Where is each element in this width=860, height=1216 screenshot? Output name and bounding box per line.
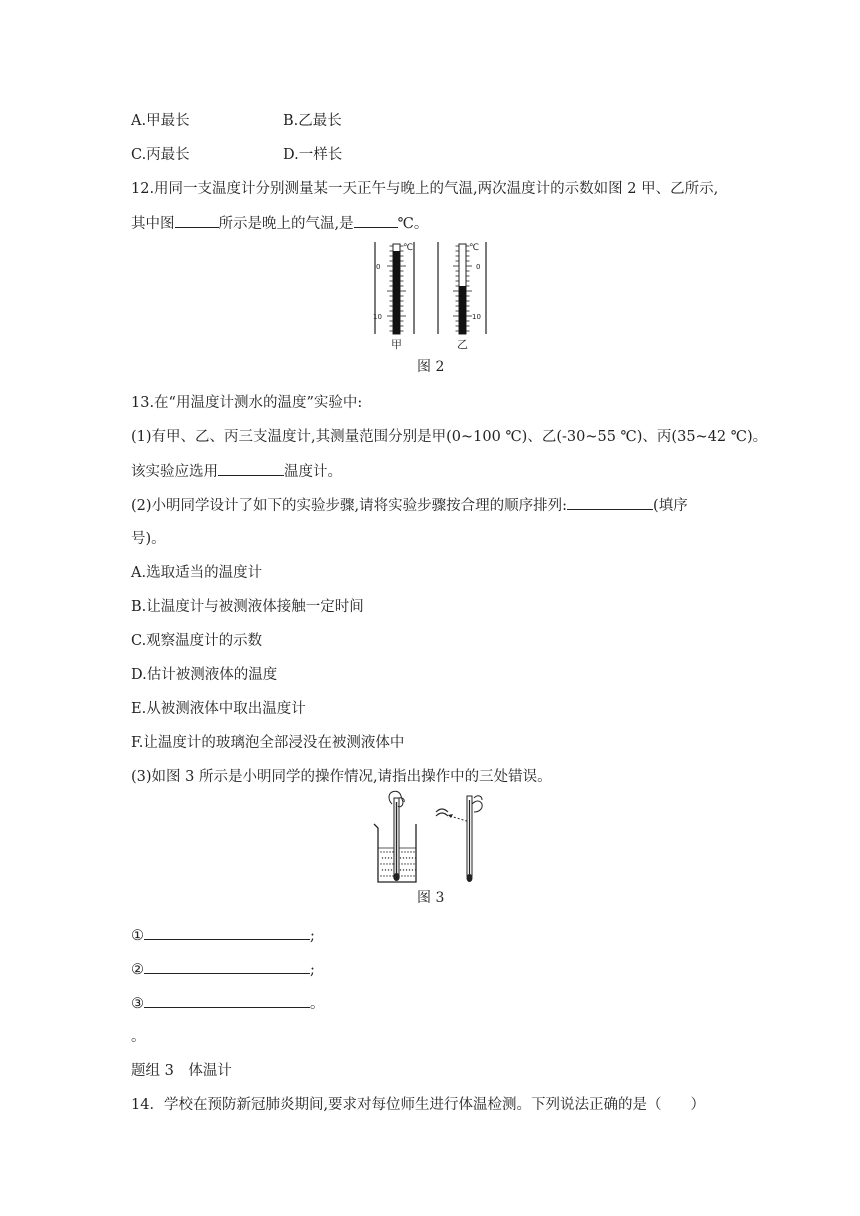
answer-num-2: ② (131, 962, 144, 978)
liquid-dot (389, 875, 390, 876)
q13-p2-line2: 号)。 (131, 531, 166, 547)
liquid-dot (385, 869, 386, 870)
liquid-dot (407, 875, 408, 876)
q12-text-a: 其中图 (131, 216, 175, 232)
liquid-dot (385, 857, 386, 858)
q13-blank-thermometer[interactable] (218, 461, 284, 476)
step-d: D.估计被测液体的温度 (131, 667, 278, 683)
figure-3-caption: 图 3 (417, 890, 445, 906)
thermometer-held-icon (467, 796, 483, 882)
liquid-dot (401, 851, 402, 852)
liquid-dot (410, 863, 411, 864)
thermometer-yi (438, 242, 486, 351)
liquid-dot (400, 869, 401, 870)
liquid-dot (388, 869, 389, 870)
liquid-dot (389, 863, 390, 864)
liquid-dot (392, 863, 393, 864)
liquid-dot (410, 851, 411, 852)
q13-p2-text-b: (填序 (653, 498, 688, 514)
step-f: F.让温度计的玻璃泡全部浸没在被测液体中 (131, 735, 405, 751)
q13-p2-line1 (131, 495, 688, 516)
answer-line-1 (131, 925, 315, 946)
answer-num-3: ③ (131, 996, 144, 1012)
liquid-dot (404, 875, 405, 876)
q12-text-b: 所示是晚上的气温,是 (218, 216, 354, 232)
liquid-dot (413, 863, 414, 864)
q13-p1-line2 (131, 461, 342, 482)
q13-title: 13.在“用温度计测水的温度”实验中: (131, 395, 363, 411)
liquid-dot (407, 863, 408, 864)
q13-p1-text-a: 该实验应选用 (131, 464, 218, 480)
liquid-dot (380, 863, 381, 864)
answer-end-3: 。 (310, 996, 325, 1012)
jia-label: 甲 (391, 338, 402, 351)
answer-line-2 (131, 959, 315, 980)
step-c: C.观察温度计的示数 (131, 633, 263, 649)
liquid-dot (401, 875, 402, 876)
yi-tick-0: 0 (476, 263, 481, 271)
liquid-dot (413, 875, 414, 876)
liquid-dot (400, 857, 401, 858)
liquid-dot (410, 875, 411, 876)
q13-p1-text-b: 温度计。 (284, 464, 342, 480)
group-3-heading: 题组 3 体温计 (131, 1063, 232, 1079)
liquid-dot (391, 869, 392, 870)
liquid-dot (382, 857, 383, 858)
stray-period: 。 (131, 1029, 146, 1045)
liquid-dot (409, 869, 410, 870)
answer-blank-3[interactable] (144, 993, 310, 1008)
figure-3-illustration (370, 790, 496, 886)
thermometer-jia (373, 242, 414, 351)
q13-p3: (3)如图 3 所示是小明同学的操作情况,请指出操作中的三处错误。 (131, 769, 552, 785)
liquid-dot (383, 875, 384, 876)
liquid-dot (407, 851, 408, 852)
liquid-dot (388, 857, 389, 858)
liquid-dot (412, 869, 413, 870)
q13-p2-text-a: (2)小明同学设计了如下的实验步骤,请将实验步骤按合理的顺序排列: (131, 498, 568, 514)
jia-tick-0: 0 (376, 263, 381, 271)
option-d: D.一样长 (283, 147, 343, 163)
option-c: C.丙最长 (131, 147, 190, 163)
jia-unit: ℃ (403, 243, 414, 253)
liquid-dot (401, 863, 402, 864)
q12-line1: 12.用同一支温度计分别测量某一天正午与晚上的气温,两次温度计的示数如图 2 甲、乙所示, (131, 181, 719, 197)
liquid-dot (415, 869, 416, 870)
liquid-dot (404, 863, 405, 864)
eye-sightline-arrow (436, 809, 470, 822)
yi-tick-10: 10 (472, 313, 481, 321)
q13-blank-order[interactable] (567, 495, 653, 510)
answer-line-3 (131, 993, 325, 1014)
step-e: E.从被测液体中取出温度计 (131, 701, 306, 717)
figure-2-thermometers (366, 238, 496, 354)
liquid-dot (415, 857, 416, 858)
liquid-dot (403, 857, 404, 858)
q12-line2 (131, 213, 428, 234)
answer-blank-2[interactable] (144, 959, 310, 974)
liquid-dot (383, 851, 384, 852)
q13-p1-line1: (1)有甲、乙、丙三支温度计,其测量范围分别是甲(0~100 ℃)、乙(-30~55 ℃)、丙(35~42 ℃)。 (131, 429, 768, 445)
answer-end-1: ; (310, 928, 315, 944)
answer-blank-1[interactable] (144, 925, 310, 940)
step-a: A.选取适当的温度计 (131, 565, 263, 581)
liquid-dot (386, 863, 387, 864)
liquid-dot (386, 875, 387, 876)
option-a: A.甲最长 (131, 113, 190, 129)
yi-mercury-column (459, 286, 466, 334)
liquid-dot (392, 851, 393, 852)
liquid-dot (383, 863, 384, 864)
q12-blank-2[interactable] (354, 213, 398, 228)
liquid-dot (406, 857, 407, 858)
liquid-dot (386, 851, 387, 852)
liquid-dot (403, 869, 404, 870)
yi-label: 乙 (457, 338, 468, 351)
option-b: B.乙最长 (283, 113, 342, 129)
q14-text: 14．学校在预防新冠肺炎期间,要求对每位师生进行体温检测。下列说法正确的是（ ） (131, 1097, 706, 1113)
liquid-dot (389, 851, 390, 852)
liquid-dot (380, 875, 381, 876)
answer-num-1: ① (131, 928, 144, 944)
answer-end-2: ; (310, 962, 315, 978)
liquid-dot (382, 869, 383, 870)
jia-tick-10: 10 (373, 313, 382, 321)
liquid-dot (380, 851, 381, 852)
yi-unit: ℃ (469, 243, 480, 253)
figure-2-caption: 图 2 (417, 359, 445, 375)
thermometer-in-beaker-icon (393, 798, 399, 881)
jia-mercury-column (393, 251, 400, 334)
liquid-dot (412, 857, 413, 858)
liquid-dot (409, 857, 410, 858)
step-b: B.让温度计与被测液体接触一定时间 (131, 599, 364, 615)
liquid-dot (406, 869, 407, 870)
q12-text-c: ℃。 (397, 216, 429, 232)
liquid-dot (413, 851, 414, 852)
liquid-dot (391, 857, 392, 858)
liquid-dot (404, 851, 405, 852)
q12-blank-1[interactable] (175, 213, 219, 228)
